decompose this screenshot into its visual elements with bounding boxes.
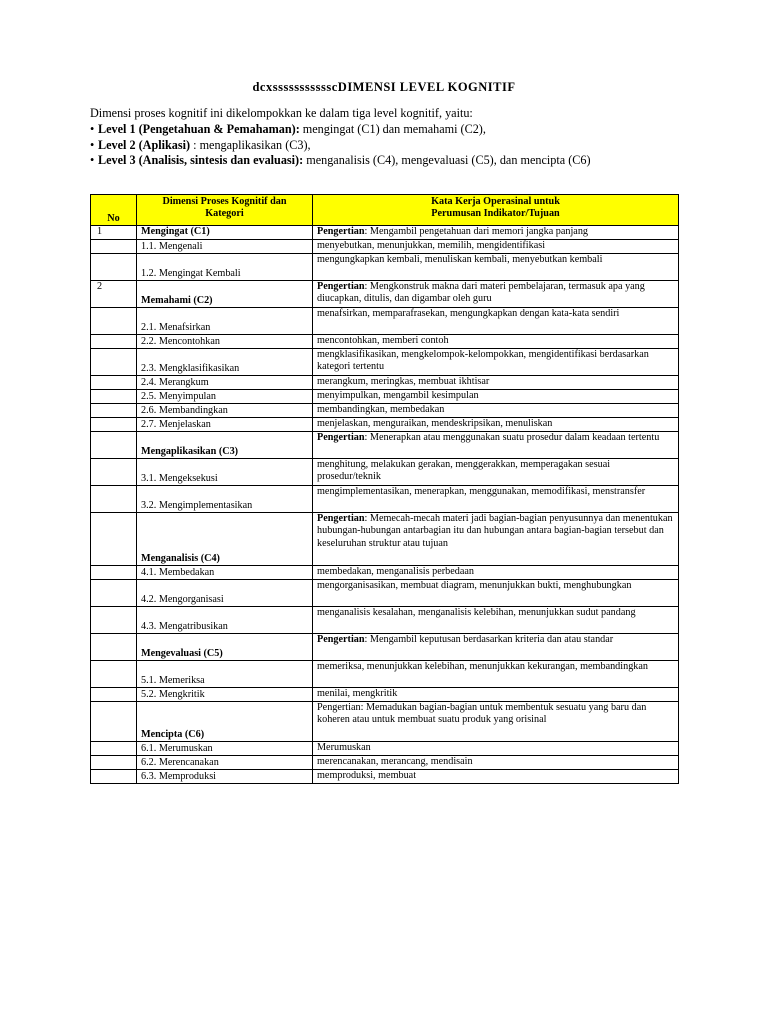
verbs-text: menilai, mengkritik xyxy=(317,688,398,699)
row-verbs xyxy=(313,226,679,240)
level-text: mengingat (C1) dan memahami (C2), xyxy=(299,121,486,136)
row-number xyxy=(91,661,137,688)
verbs-text: menghitung, melakukan gerakan, menggerakkan, memperagakan sesuai prosedur/teknik xyxy=(317,459,611,483)
row-number xyxy=(91,634,137,661)
level-label: Level 2 (Aplikasi) xyxy=(98,137,191,152)
row-number xyxy=(91,376,137,390)
verbs-text: mencontohkan, memberi contoh xyxy=(317,335,449,346)
cognitive-dimension-table xyxy=(90,194,679,784)
header-category: Dimensi Proses Kognitif dan Kategori xyxy=(137,195,313,226)
verbs-text: : Mengambil pengetahuan dari memori jangka panjang xyxy=(364,226,589,237)
row-number xyxy=(91,607,137,634)
table-row xyxy=(91,702,679,742)
category-label: Mengaplikasikan (C3) xyxy=(141,445,239,457)
row-verbs xyxy=(313,486,679,513)
table-row xyxy=(91,688,679,702)
row-category xyxy=(137,404,313,418)
row-category xyxy=(137,486,313,513)
row-verbs xyxy=(313,404,679,418)
level-text: menganalisis (C4), mengevaluasi (C5), dan mencipta (C6) xyxy=(303,153,591,168)
document-title: dcxssssssssssscDIMENSI LEVEL KOGNITIF xyxy=(252,80,516,94)
row-number xyxy=(91,702,137,742)
row-number xyxy=(91,308,137,335)
verbs-text: Merumuskan xyxy=(317,742,371,753)
category-label: Mengingat (C1) xyxy=(141,226,210,237)
row-verbs xyxy=(313,281,679,308)
row-verbs xyxy=(313,335,679,349)
category-label: Memahami (C2) xyxy=(141,294,213,306)
verbs-text: : Mengkonstruk makna dari materi pembelajaran, termasuk apa yang diucapkan, ditulis, dan digambar oleh guru xyxy=(317,281,645,305)
definition-label: Pengertian xyxy=(317,634,365,645)
verbs-text: membedakan, menganalisis perbedaan xyxy=(317,566,474,577)
category-label: 5.1. Memeriksa xyxy=(141,674,205,686)
category-label: 6.2. Merencanakan xyxy=(141,756,219,768)
bullet-icon: • xyxy=(90,153,95,168)
row-verbs xyxy=(313,459,679,486)
row-verbs xyxy=(313,566,679,580)
bullet-icon: • xyxy=(90,121,95,136)
row-number xyxy=(91,513,137,566)
verbs-text: memeriksa, menunjukkan kelebihan, menunjukkan kekurangan, membandingkan xyxy=(317,661,648,672)
verbs-text: menyebutkan, menunjukkan, memilih, mengidentifikasi xyxy=(317,240,546,251)
row-category xyxy=(137,580,313,607)
row-number xyxy=(91,770,137,784)
category-label: 4.2. Mengorganisasi xyxy=(141,593,224,605)
category-label: 3.1. Mengeksekusi xyxy=(141,472,218,484)
row-number xyxy=(91,459,137,486)
row-verbs xyxy=(313,240,679,254)
definition-label: Pengertian xyxy=(317,432,365,443)
verbs-text: : Menerapkan atau menggunakan suatu prosedur dalam keadaan tertentu xyxy=(364,432,660,443)
level-item-3 xyxy=(90,153,690,169)
row-number xyxy=(91,486,137,513)
definition-label: Pengertian xyxy=(317,226,365,237)
level-label: Level 1 (Pengetahuan & Pemahaman): xyxy=(98,121,300,136)
row-number xyxy=(91,418,137,432)
table-row xyxy=(91,226,679,240)
row-verbs xyxy=(313,254,679,281)
table-row xyxy=(91,390,679,404)
intro-text: Dimensi proses kognitif ini dikelompokkan ke dalam tiga level kognitif, yaitu: xyxy=(90,106,473,120)
row-verbs xyxy=(313,756,679,770)
table-row xyxy=(91,240,679,254)
header-no: No xyxy=(91,195,137,226)
row-number xyxy=(91,240,137,254)
row-category xyxy=(137,688,313,702)
table-row xyxy=(91,335,679,349)
table-row xyxy=(91,486,679,513)
verbs-text: : Mengambil keputusan berdasarkan kriteria dan atau standar xyxy=(364,634,614,645)
row-category xyxy=(137,513,313,566)
verbs-text: membandingkan, membedakan xyxy=(317,404,445,415)
category-label: Menganalisis (C4) xyxy=(141,552,220,564)
verbs-text: menjelaskan, menguraikan, mendeskripsikan, menuliskan xyxy=(317,418,553,429)
row-verbs xyxy=(313,702,679,742)
table-row xyxy=(91,459,679,486)
header-verbs: Kata Kerja Operasinal untuk Perumusan Indikator/Tujuan xyxy=(313,195,679,226)
definition-label: Pengertian xyxy=(317,513,365,524)
row-category xyxy=(137,254,313,281)
verbs-text: memproduksi, membuat xyxy=(317,770,417,781)
row-category xyxy=(137,432,313,459)
level-label: Level 3 (Analisis, sintesis dan evaluasi): xyxy=(98,153,304,168)
table-row xyxy=(91,513,679,566)
row-verbs xyxy=(313,349,679,376)
category-label: 2.7. Menjelaskan xyxy=(141,418,211,430)
category-label: 6.1. Merumuskan xyxy=(141,742,213,754)
row-category xyxy=(137,240,313,254)
row-verbs xyxy=(313,607,679,634)
category-label: 1.1. Mengenali xyxy=(141,240,203,252)
table-row xyxy=(91,566,679,580)
row-verbs xyxy=(313,661,679,688)
row-category xyxy=(137,349,313,376)
category-label: 2.1. Menafsirkan xyxy=(141,321,211,333)
table-row xyxy=(91,376,679,390)
row-category xyxy=(137,390,313,404)
row-number xyxy=(91,349,137,376)
verbs-text: merangkum, meringkas, membuat ikhtisar xyxy=(317,376,490,387)
row-category xyxy=(137,376,313,390)
category-label: 6.3. Memproduksi xyxy=(141,770,216,782)
verbs-text: mengklasifikasikan, mengkelompok-kelompokkan, mengidentifikasi berdasarkan kategori tertentu xyxy=(317,349,649,373)
category-label: 2.5. Menyimpulan xyxy=(141,390,216,402)
verbs-text: menganalisis kesalahan, menganalisis kelebihan, menunjukkan sudut pandang xyxy=(317,607,636,618)
row-number xyxy=(91,254,137,281)
table-row xyxy=(91,281,679,308)
table-row xyxy=(91,742,679,756)
row-category xyxy=(137,702,313,742)
row-category xyxy=(137,661,313,688)
row-verbs xyxy=(313,688,679,702)
row-number xyxy=(91,335,137,349)
intro-section xyxy=(90,106,690,169)
verbs-text: Pengertian: Memadukan bagian-bagian untuk membentuk sesuatu yang baru dan koheren atau untuk membuat suatu produk yang orisinal xyxy=(317,702,647,726)
row-category xyxy=(137,566,313,580)
table-row xyxy=(91,349,679,376)
row-category xyxy=(137,756,313,770)
bullet-icon: • xyxy=(90,137,95,152)
row-verbs xyxy=(313,580,679,607)
category-label: 5.2. Mengkritik xyxy=(141,688,205,700)
level-item-1 xyxy=(90,122,690,138)
verbs-text: merencanakan, merancang, mendisain xyxy=(317,756,473,767)
verbs-text: mengungkapkan kembali, menuliskan kembali, menyebutkan kembali xyxy=(317,254,603,265)
category-label: 1.2. Mengingat Kembali xyxy=(141,267,241,279)
row-verbs xyxy=(313,376,679,390)
table-row xyxy=(91,661,679,688)
category-label: 2.4. Merangkum xyxy=(141,376,209,388)
category-label: 2.2. Mencontohkan xyxy=(141,335,220,347)
row-number: 1 xyxy=(91,226,137,240)
row-verbs xyxy=(313,308,679,335)
table-row xyxy=(91,580,679,607)
level-text: : mengaplikasikan (C3), xyxy=(190,137,311,152)
row-verbs xyxy=(313,390,679,404)
row-category xyxy=(137,459,313,486)
table-row xyxy=(91,254,679,281)
row-verbs xyxy=(313,742,679,756)
verbs-text: mengimplementasikan, menerapkan, menggunakan, memodifikasi, menstransfer xyxy=(317,486,646,497)
row-verbs xyxy=(313,418,679,432)
category-label: 3.2. Mengimplementasikan xyxy=(141,499,253,511)
row-verbs xyxy=(313,513,679,566)
row-category xyxy=(137,607,313,634)
row-category xyxy=(137,770,313,784)
definition-label: Pengertian xyxy=(317,281,365,292)
row-category xyxy=(137,335,313,349)
table-row xyxy=(91,404,679,418)
row-number xyxy=(91,390,137,404)
row-verbs xyxy=(313,770,679,784)
category-label: 2.6. Membandingkan xyxy=(141,404,228,416)
row-number xyxy=(91,580,137,607)
table-body xyxy=(91,226,679,784)
category-label: Mengevaluasi (C5) xyxy=(141,647,223,659)
row-number xyxy=(91,742,137,756)
table-row xyxy=(91,607,679,634)
row-category xyxy=(137,742,313,756)
row-number: 2 xyxy=(91,281,137,308)
row-verbs xyxy=(313,432,679,459)
row-category xyxy=(137,226,313,240)
verbs-text: menyimpulkan, mengambil kesimpulan xyxy=(317,390,479,401)
verbs-text: menafsirkan, memparafrasekan, mengungkapkan dengan kata-kata sendiri xyxy=(317,308,620,319)
row-category xyxy=(137,281,313,308)
category-label: 4.1. Membedakan xyxy=(141,566,215,578)
table-row xyxy=(91,634,679,661)
table-row xyxy=(91,756,679,770)
row-number xyxy=(91,404,137,418)
verbs-text: mengorganisasikan, membuat diagram, menunjukkan bukti, menghubungkan xyxy=(317,580,632,591)
row-category xyxy=(137,634,313,661)
category-label: Mencipta (C6) xyxy=(141,728,205,740)
row-category xyxy=(137,418,313,432)
row-number xyxy=(91,688,137,702)
table-row xyxy=(91,418,679,432)
row-category xyxy=(137,308,313,335)
category-label: 2.3. Mengklasifikasikan xyxy=(141,362,240,374)
category-label: 4.3. Mengatribusikan xyxy=(141,620,228,632)
row-number xyxy=(91,756,137,770)
row-number xyxy=(91,432,137,459)
row-number xyxy=(91,566,137,580)
level-item-2 xyxy=(90,138,690,154)
table-row xyxy=(91,770,679,784)
table-row xyxy=(91,432,679,459)
verbs-text: : Memecah-mecah materi jadi bagian-bagian penyusunnya dan menentukan hubungan-hubungan antarbagian itu dan hubungan antara bagian-bagian tersebut dan keseluruhan struktur atau tujuan xyxy=(317,513,673,549)
table-header-row xyxy=(91,195,679,226)
row-verbs xyxy=(313,634,679,661)
table-row xyxy=(91,308,679,335)
